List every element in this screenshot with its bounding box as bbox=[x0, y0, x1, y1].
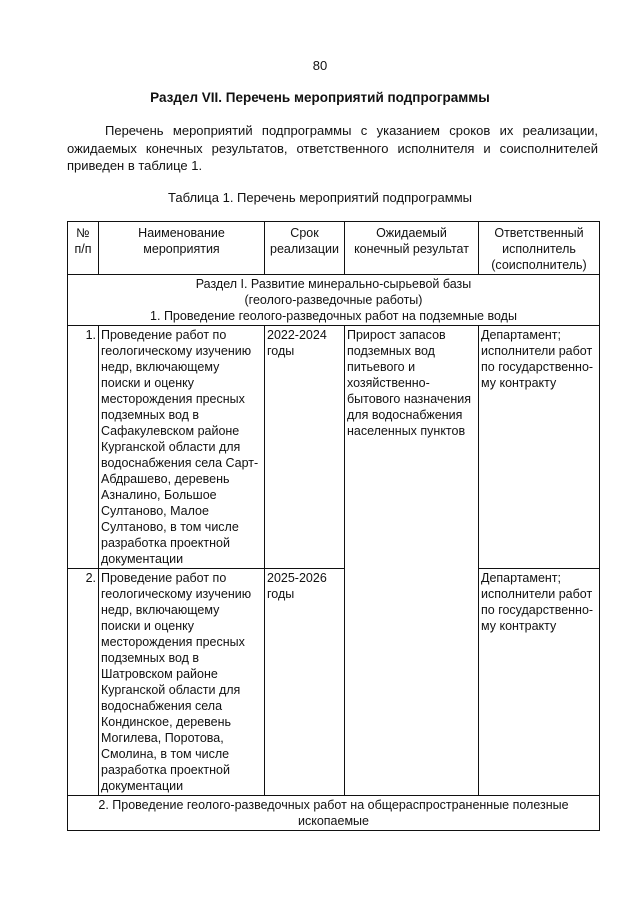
header-responsible: Ответственный исполнитель (соисполнитель) bbox=[479, 222, 600, 275]
section-1-subtitle: (геолого-разведочные работы) bbox=[244, 293, 423, 307]
subsection-2-title-continued: ископаемые bbox=[298, 814, 369, 828]
section-row-1 bbox=[68, 275, 600, 326]
section-2-cell bbox=[68, 796, 600, 831]
subsection-1-title: 1. Проведение геолого-разведочных работ на подземные воды bbox=[150, 309, 517, 323]
section-row-2 bbox=[68, 796, 600, 831]
table-header-row bbox=[68, 222, 600, 275]
row-1-responsible: Департамент; исполнители работ по государственно-му контракту bbox=[479, 326, 600, 569]
table-row bbox=[68, 326, 600, 569]
section-1-title: Раздел I. Развитие минерально-сырьевой базы bbox=[195, 277, 472, 291]
row-2-term: 2025-2026 годы bbox=[265, 569, 345, 796]
measures-table bbox=[67, 221, 600, 831]
rows-1-2-result: Прирост запасов подземных вод питьевого и хозяйственно-бытового назначения для водоснабжения населенных пунктов bbox=[345, 326, 479, 796]
header-name: Наименование мероприятия bbox=[99, 222, 265, 275]
row-1-number: 1. bbox=[68, 326, 99, 569]
row-2-name: Проведение работ по геологическому изучению недр, включающему поиски и оценку месторождения пресных подземных вод в Шатровском районе Курганской области для водоснабжения села Кондинское, деревень Могилева, Поротова, Смолина, в том числе разработка проектной документации bbox=[99, 569, 265, 796]
header-result: Ожидаемый конечный результат bbox=[345, 222, 479, 275]
header-number: № п/п bbox=[68, 222, 99, 275]
subsection-2-title: 2. Проведение геолого-разведочных работ на общераспространенные полезные bbox=[98, 798, 569, 812]
row-1-name: Проведение работ по геологическому изучению недр, включающему поиски и оценку месторождения пресных подземных вод в Сафакулевском районе Курганской области для водоснабжения села Сарт-Абдрашево, деревень Азналино, Большое Султаново, Малое Султаново, в том числе разработка проектной документации bbox=[99, 326, 265, 569]
intro-paragraph: Перечень мероприятий подпрограммы с указанием сроков их реализации, ожидаемых конечных результатов, ответственного исполнителя и соисполнителей приведен в таблице 1. bbox=[67, 123, 598, 173]
section-heading: Раздел VII. Перечень мероприятий подпрограммы bbox=[150, 90, 490, 105]
header-term: Срок реализации bbox=[265, 222, 345, 275]
row-2-number: 2. bbox=[68, 569, 99, 796]
row-1-term: 2022-2024 годы bbox=[265, 326, 345, 569]
row-2-responsible: Департамент; исполнители работ по государственно-му контракту bbox=[479, 569, 600, 796]
table-caption: Таблица 1. Перечень мероприятий подпрограммы bbox=[168, 190, 472, 205]
section-1-cell bbox=[68, 275, 600, 326]
page-number: 80 bbox=[312, 58, 328, 73]
table-row bbox=[68, 569, 600, 796]
